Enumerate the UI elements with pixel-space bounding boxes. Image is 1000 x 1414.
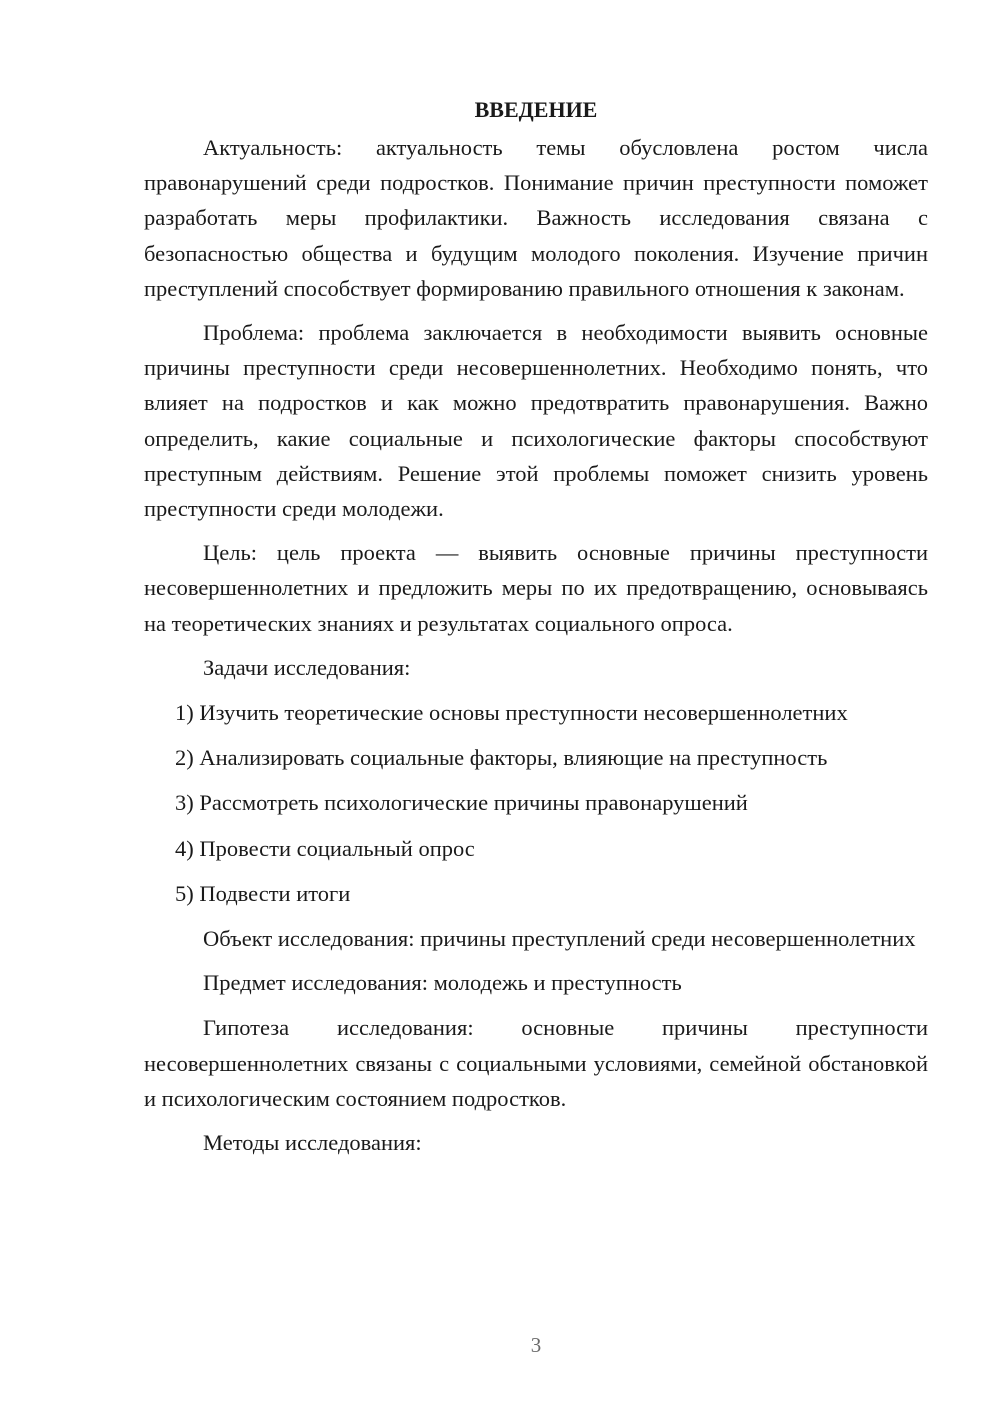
task-item: 1) Изучить теоретические основы преступности несовершеннолетних	[175, 700, 848, 726]
paragraph-relevance: Актуальность: актуальность темы обусловлена ростом числа правонарушений среди подростков. Понимание причин преступности поможет разработать меры профилактики. Важность исследования связана с безопасностью общества и будущим молодого поколения. Изучение причин преступлений способствует формированию правильного отношения к законам.	[144, 135, 928, 301]
page-number: 3	[530, 1333, 542, 1357]
task-item: 4) Провести социальный опрос	[175, 835, 475, 861]
task-item: 5) Подвести итоги	[175, 880, 351, 906]
paragraph-subject: Предмет исследования: молодежь и преступность	[203, 970, 682, 996]
paragraph-problem: Проблема: проблема заключается в необходимости выявить основные причины преступности среди несовершеннолетних. Необходимо понять, что влияет на подростков и как можно предотвратить правонарушения. Важно определить, какие социальные и психологические факторы способствуют преступным действиям. Решение этой проблемы поможет снизить уровень преступности среди молодежи.	[144, 320, 928, 522]
page-content	[144, 92, 928, 1170]
task-item: 3) Рассмотреть психологические причины правонарушений	[175, 790, 748, 816]
paragraph-hypothesis: Гипотеза исследования: основные причины преступности несовершеннолетних связаны с социальными условиями, семейной обстановкой и психологическим состоянием подростков.	[144, 1015, 928, 1111]
task-item: 2) Анализировать социальные факторы, влияющие на преступность	[175, 745, 828, 771]
paragraph-object: Объект исследования: причины преступлений среди несовершеннолетних	[203, 926, 916, 952]
tasks-title: Задачи исследования:	[203, 654, 411, 680]
section-heading: ВВЕДЕНИЕ	[474, 97, 598, 122]
methods-title: Методы исследования:	[203, 1130, 422, 1156]
paragraph-goal: Цель: цель проекта — выявить основные причины преступности несовершеннолетних и предложить меры по их предотвращению, основываясь на теоретических знаниях и результатах социального опроса.	[144, 540, 928, 636]
